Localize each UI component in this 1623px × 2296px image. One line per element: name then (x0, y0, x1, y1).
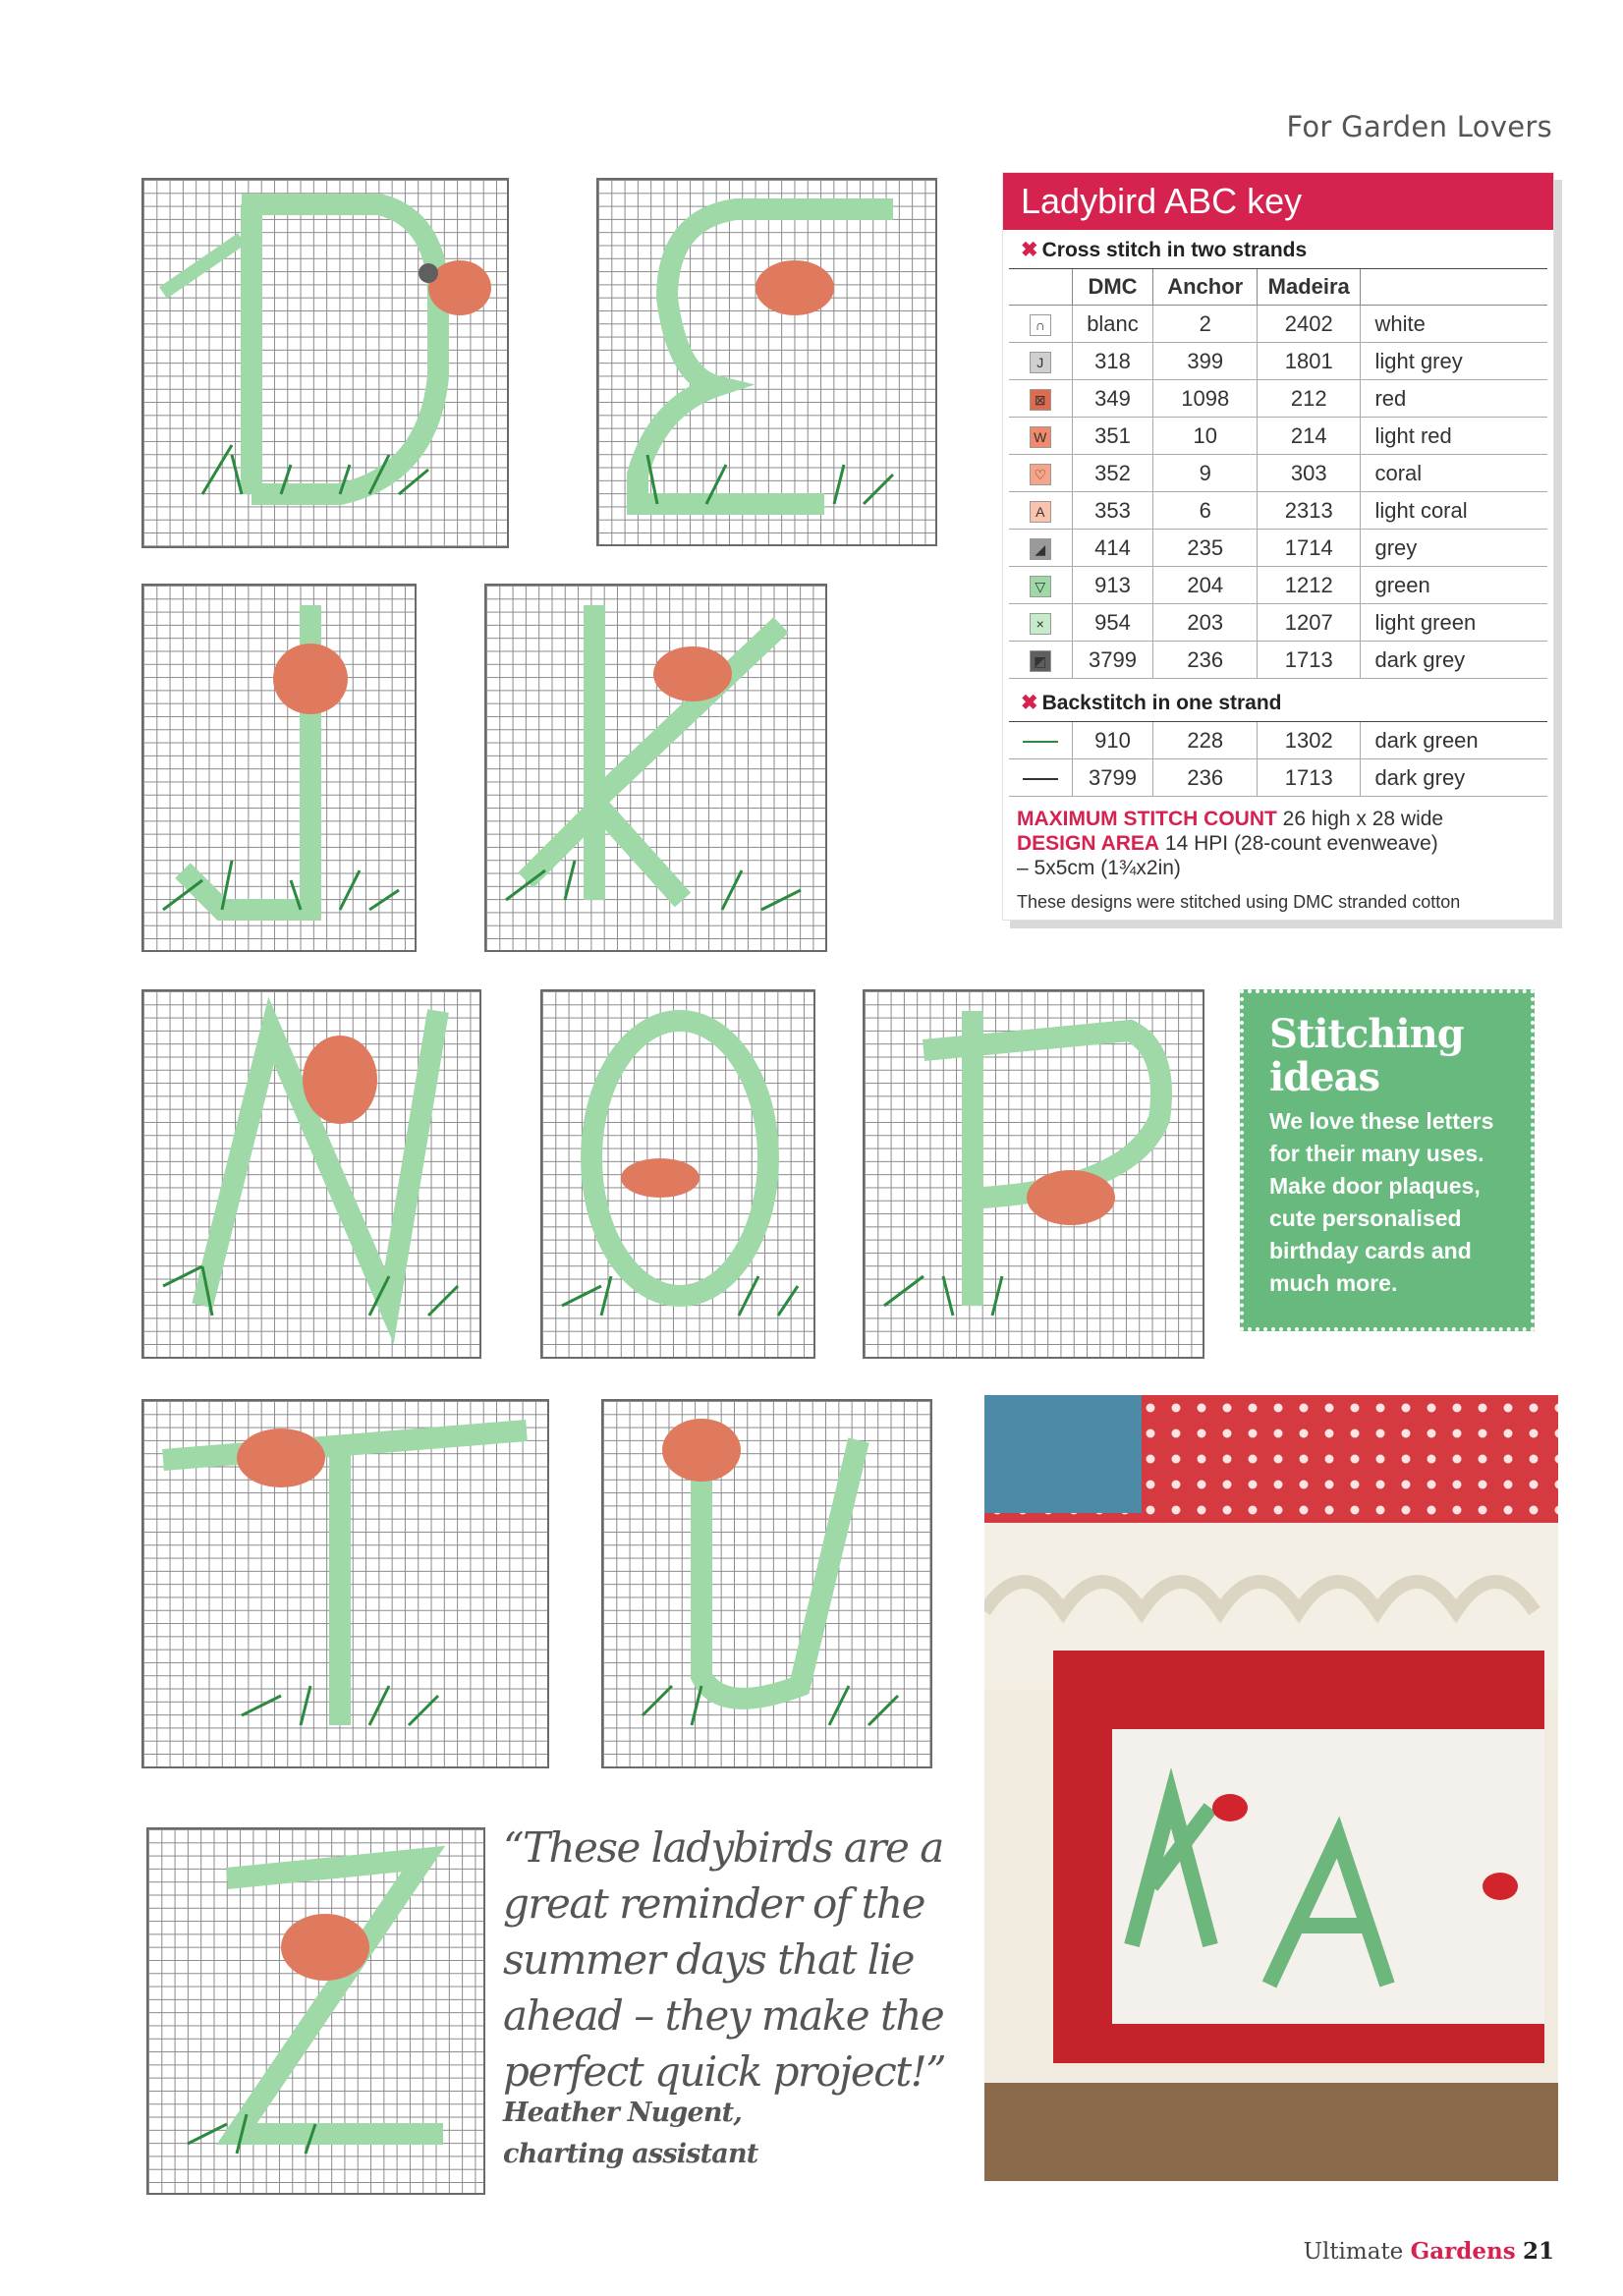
letter-j-drawing (143, 586, 415, 950)
backstitch-table (1009, 722, 1547, 797)
chart-letter-d (141, 178, 509, 548)
design-area: DESIGN AREA 14 HPI (28-count evenweave) (1017, 832, 1438, 855)
ideas-heading-line2: ideas (1269, 1054, 1380, 1100)
author-name: Heather Nugent, (503, 2098, 742, 2128)
chart-letter-n (141, 989, 481, 1359)
chart-letter-u (601, 1399, 932, 1768)
color-name-cell: white (1361, 306, 1547, 343)
letter-k-drawing (486, 586, 825, 950)
letter-e-drawing (598, 180, 935, 544)
color-name-cell: light grey (1361, 343, 1547, 380)
dmc-cell: 3799 (1072, 642, 1153, 679)
symbol-cell (1009, 418, 1072, 455)
dmc-cell: 954 (1072, 604, 1153, 642)
key-row (1009, 530, 1547, 567)
ideas-heading-line1: Stitching (1269, 1011, 1464, 1057)
anchor-cell: 1098 (1153, 380, 1258, 418)
backstitch-line-icon (1023, 741, 1058, 743)
thread-symbol-icon: ▽ (1030, 576, 1051, 597)
max-stitch-count: MAXIMUM STITCH COUNT 26 high x 28 wide (1017, 808, 1444, 830)
dmc-cell: 351 (1072, 418, 1153, 455)
letter-d-drawing (143, 180, 507, 546)
thread-symbol-icon: W (1030, 426, 1051, 448)
dmc-column-header: DMC (1072, 269, 1153, 306)
key-row (1009, 343, 1547, 380)
anchor-cell: 399 (1153, 343, 1258, 380)
key-title: Ladybird ABC key (1003, 173, 1553, 230)
backstitch-line-icon (1023, 778, 1058, 780)
quote-author (503, 2093, 757, 2175)
symbol-cell (1009, 530, 1072, 567)
page-footer (1304, 2238, 1554, 2265)
chart-letter-j (141, 584, 417, 952)
pull-quote: “These ladybirds are a great reminder of the summer days that lie ahead – they make the perfect quick project!” (503, 1823, 946, 2096)
anchor-cell: 203 (1153, 604, 1258, 642)
letter-z-drawing (148, 1829, 483, 2193)
madeira-cell: 1714 (1257, 530, 1361, 567)
symbol-cell (1009, 492, 1072, 530)
thread-symbol-icon: A (1030, 501, 1051, 523)
ideas-body: We love these letters for their many uses. Make door plaques, cute personalised birthday cards and much more. (1269, 1108, 1494, 1296)
dmc-cell: 349 (1072, 380, 1153, 418)
dmc-cell: 353 (1072, 492, 1153, 530)
key-row (1009, 306, 1547, 343)
backstitch-heading: ✖ Backstitch in one strand (1009, 683, 1547, 722)
thread-symbol-icon: ∩ (1030, 314, 1051, 336)
letter-t-drawing (143, 1401, 547, 1766)
thread-symbol-icon: × (1030, 613, 1051, 635)
key-row (1009, 642, 1547, 679)
color-name-cell: grey (1361, 530, 1547, 567)
color-name-cell: light green (1361, 604, 1547, 642)
backstitch-row (1009, 759, 1547, 797)
letter-p-drawing (865, 991, 1203, 1357)
madeira-column-header: Madeira (1257, 269, 1361, 306)
symbol-cell (1009, 380, 1072, 418)
key-row (1009, 380, 1547, 418)
color-name-cell: coral (1361, 455, 1547, 492)
color-name-cell: dark green (1361, 722, 1547, 759)
color-name-cell: dark grey (1361, 759, 1547, 797)
madeira-cell: 212 (1257, 380, 1361, 418)
madeira-cell: 1801 (1257, 343, 1361, 380)
thread-symbol-icon: ◢ (1030, 538, 1051, 560)
symbol-cell (1009, 306, 1072, 343)
dmc-cell: 318 (1072, 343, 1153, 380)
key-row (1009, 492, 1547, 530)
chart-letter-z (146, 1827, 485, 2195)
symbol-cell (1009, 343, 1072, 380)
key-panel (1002, 172, 1554, 921)
chart-letter-k (484, 584, 827, 952)
madeira-cell: 1302 (1257, 722, 1361, 759)
symbol-cell (1009, 567, 1072, 604)
symbol-cell (1009, 604, 1072, 642)
dmc-cell: blanc (1072, 306, 1153, 343)
madeira-cell: 214 (1257, 418, 1361, 455)
thread-symbol-icon: J (1030, 352, 1051, 373)
key-row (1009, 567, 1547, 604)
key-row (1009, 418, 1547, 455)
letter-o-drawing (542, 991, 813, 1357)
section-header: For Garden Lovers (1286, 110, 1552, 143)
symbol-cell (1009, 455, 1072, 492)
page-number: 21 (1522, 2238, 1554, 2265)
madeira-cell: 1713 (1257, 759, 1361, 797)
stitching-ideas-box (1240, 989, 1535, 1331)
anchor-cell: 2 (1153, 306, 1258, 343)
dmc-cell: 352 (1072, 455, 1153, 492)
dmc-cell: 910 (1072, 722, 1153, 759)
key-notes (1003, 797, 1553, 915)
color-name-cell: dark grey (1361, 642, 1547, 679)
anchor-cell: 10 (1153, 418, 1258, 455)
chart-letter-p (863, 989, 1204, 1359)
color-name-cell: light red (1361, 418, 1547, 455)
chart-letter-e (596, 178, 937, 546)
symbol-cell (1009, 722, 1072, 759)
thread-symbol-icon: ♡ (1030, 464, 1051, 485)
anchor-cell: 6 (1153, 492, 1258, 530)
anchor-cell: 236 (1153, 759, 1258, 797)
project-photo (984, 1395, 1558, 2181)
anchor-cell: 235 (1153, 530, 1258, 567)
symbol-cell (1009, 759, 1072, 797)
cross-icon: ✖ (1021, 239, 1038, 261)
chart-letter-t (141, 1399, 549, 1768)
color-name-cell: green (1361, 567, 1547, 604)
author-role: charting assistant (503, 2139, 758, 2169)
madeira-cell: 303 (1257, 455, 1361, 492)
dmc-cell: 3799 (1072, 759, 1153, 797)
anchor-cell: 236 (1153, 642, 1258, 679)
backstitch-row (1009, 722, 1547, 759)
color-name-cell: light coral (1361, 492, 1547, 530)
anchor-column-header: Anchor (1153, 269, 1258, 306)
key-row (1009, 455, 1547, 492)
magazine-name: Ultimate (1303, 2239, 1404, 2265)
chart-letter-o (540, 989, 815, 1359)
dmc-cell: 913 (1072, 567, 1153, 604)
photo-illustration (984, 1395, 1558, 2181)
key-row (1009, 604, 1547, 642)
symbol-cell (1009, 642, 1072, 679)
madeira-cell: 2402 (1257, 306, 1361, 343)
madeira-cell: 1212 (1257, 567, 1361, 604)
anchor-cell: 204 (1153, 567, 1258, 604)
madeira-cell: 2313 (1257, 492, 1361, 530)
design-area-size: – 5x5cm (1¾x2in) (1017, 857, 1181, 879)
key-note: These designs were stitched using DMC stranded cotton (1017, 892, 1461, 912)
cross-icon: ✖ (1021, 692, 1038, 714)
letter-u-drawing (603, 1401, 930, 1766)
color-name-cell: red (1361, 380, 1547, 418)
anchor-cell: 228 (1153, 722, 1258, 759)
madeira-cell: 1207 (1257, 604, 1361, 642)
madeira-cell: 1713 (1257, 642, 1361, 679)
anchor-cell: 9 (1153, 455, 1258, 492)
thread-symbol-icon: ⊠ (1030, 389, 1051, 411)
symbol-column-header (1009, 269, 1072, 306)
thread-symbol-icon: ◩ (1030, 650, 1051, 672)
color-name-column-header (1361, 269, 1547, 306)
key-table (1009, 269, 1547, 679)
magazine-name-accent: Gardens (1410, 2238, 1516, 2265)
dmc-cell: 414 (1072, 530, 1153, 567)
cross-stitch-heading: ✖ Cross stitch in two strands (1009, 230, 1547, 269)
letter-n-drawing (143, 991, 479, 1357)
